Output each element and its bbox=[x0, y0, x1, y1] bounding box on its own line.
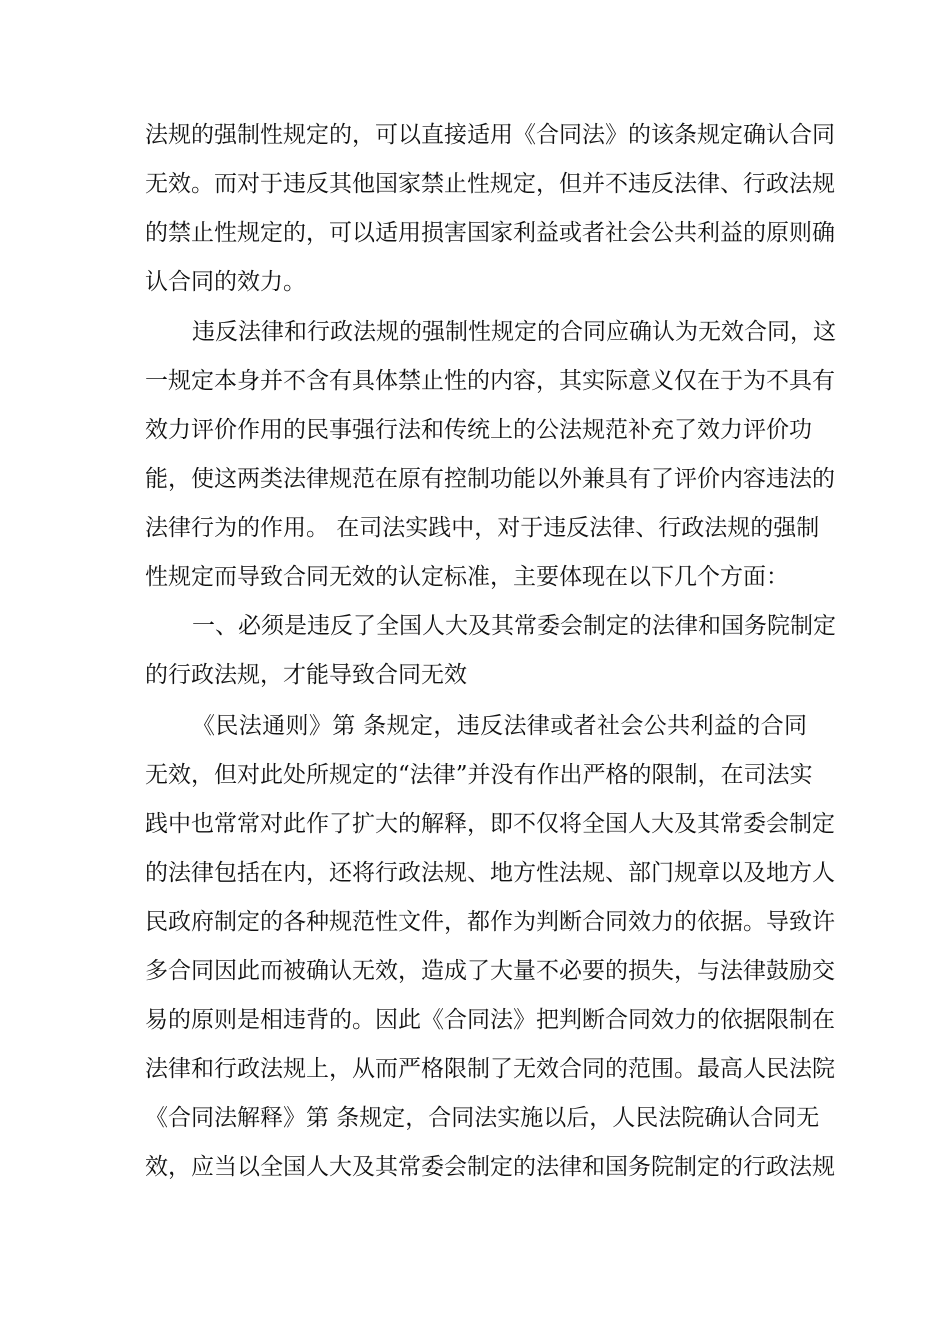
text-line: 效力评价作用的民事强行法和传统上的公法规范补充了效力评价功 bbox=[145, 417, 812, 443]
text-line: 性规定而导致合同无效的认定标准，主要体现在以下几个方面： bbox=[145, 564, 789, 590]
text-line: 法律和行政法规上，从而严格限制了无效合同的范围。最高人民法院 bbox=[145, 1056, 835, 1082]
text-line: 多合同因此而被确认无效，造成了大量不必要的损失，与法律鼓励交 bbox=[145, 958, 835, 984]
text-line: 一规定本身并不含有具体禁止性的内容，其实际意义仅在于为不具有 bbox=[145, 368, 835, 394]
text-line: 认合同的效力。 bbox=[145, 269, 306, 295]
text-line: 法律行为的作用。 在司法实践中，对于违反法律、行政法规的强制 bbox=[145, 515, 820, 541]
text-line: 民政府制定的各种规范性文件，都作为判断合同效力的依据。导致许 bbox=[145, 909, 835, 935]
paragraph-start-line: 《民法通则》第 条规定，违反法律或者社会公共利益的合同 bbox=[192, 713, 807, 739]
section-heading-line: 的行政法规，才能导致合同无效 bbox=[145, 662, 467, 688]
text-line: 的禁止性规定的，可以适用损害国家利益或者社会公共利益的原则确 bbox=[145, 220, 835, 246]
text-line: 效，应当以全国人大及其常委会制定的法律和国务院制定的行政法规 bbox=[145, 1154, 835, 1180]
text-line: 践中也常常对此作了扩大的解释，即不仅将全国人大及其常委会制定 bbox=[145, 811, 835, 837]
text-line: 能，使这两类法律规范在原有控制功能以外兼具有了评价内容违法的 bbox=[145, 466, 835, 492]
text-line: 无效，但对此处所规定的“法律”并没有作出严格的限制，在司法实 bbox=[145, 762, 813, 788]
section-heading-line: 一、必须是违反了全国人大及其常委会制定的法律和国务院制定 bbox=[192, 613, 836, 639]
text-line: 的法律包括在内，还将行政法规、地方性法规、部门规章以及地方人 bbox=[145, 860, 835, 886]
text-line: 易的原则是相违背的。因此《合同法》把判断合同效力的依据限制在 bbox=[145, 1007, 835, 1033]
text-line: 《合同法解释》第 条规定，合同法实施以后，人民法院确认合同无 bbox=[145, 1105, 820, 1131]
text-line: 法规的强制性规定的，可以直接适用《合同法》的该条规定确认合同 bbox=[145, 122, 835, 148]
text-line: 无效。而对于违反其他国家禁止性规定，但并不违反法律、行政法规 bbox=[145, 171, 835, 197]
paragraph-start-line: 违反法律和行政法规的强制性规定的合同应确认为无效合同，这 bbox=[192, 319, 836, 345]
